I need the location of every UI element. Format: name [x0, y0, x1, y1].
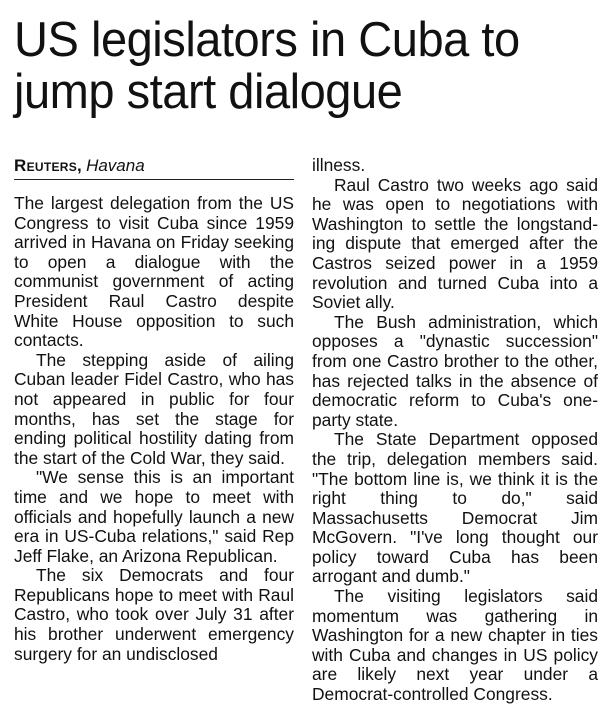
paragraph: Raul Castro two weeks ago said he was open to negotiations with Washington to settle the longstanding dispute that emerged after the Castros seized power in a 1959 revolution and turned Cuba into a Soviet ally.	[312, 174, 598, 313]
column-2	[312, 156, 598, 705]
column-1	[14, 156, 294, 705]
headline: US legislators in Cuba to jump start dialogue	[14, 13, 520, 119]
paragraph: The six Democrats and four Republicans hope to meet with Raul Castro, who took over July 31 after his brother underwent emergency surgery for an undisclosed	[14, 565, 294, 664]
news-agency: Reuters,	[14, 156, 83, 175]
paragraph: The stepping aside of ailing Cuban leader Fidel Castro, who has not appeared in public for four months, has set the stage for ending political hostility dating from the start of the Cold War, they said.	[14, 349, 294, 468]
article-columns	[14, 156, 598, 705]
paragraph: The Bush administration, which opposes a "dynastic succession" from one Castro brother to the other, has rejected talks in the absence of democratic reform to Cuba's one-party state.	[312, 311, 598, 430]
dateline-place: Havana	[86, 156, 145, 175]
paragraph: "We sense this is an important time and we hope to meet with officials and hopefully launch a new era in US-Cuba relations," said Rep Jeff Flake, an Arizona Republican.	[14, 467, 294, 566]
paragraph: The visiting legislators said momentum was gathering in Washington for a new chapter in ties with Cuba and changes in US policy are likely next year under a Democrat-controlled Congress.	[312, 586, 598, 705]
dateline	[14, 156, 294, 180]
paragraph-continued: illness.	[312, 155, 366, 175]
paragraph: The largest delegation from the US Congress to visit Cuba since 1959 arrived in Havana on Friday seeking to open a dialogue with the communist government of acting President Raul Castro despite White House opposition to such contacts.	[14, 193, 294, 351]
paragraph: The State Department opposed the trip, delegation members said. "The bottom line is, we think it is the right thing to do," said Massachusetts Democrat Jim McGovern. "I've long thought our policy toward Cuba has been arrogant and dumb."	[312, 429, 598, 587]
